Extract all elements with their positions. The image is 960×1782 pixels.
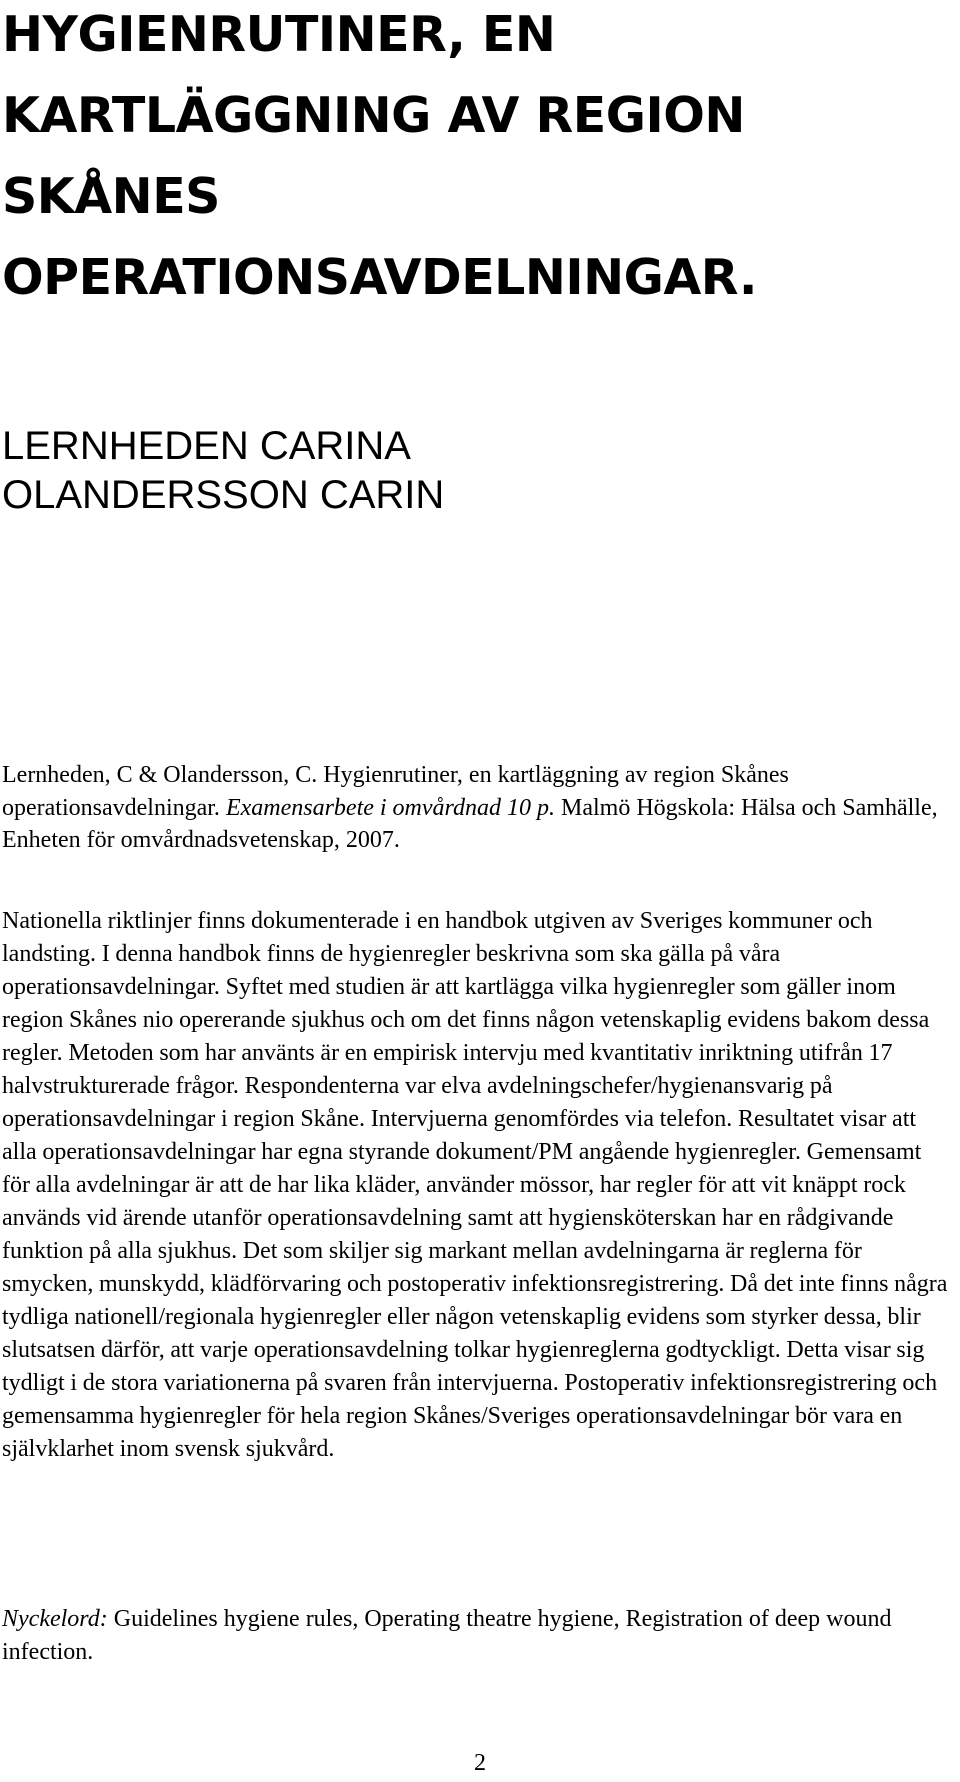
citation-text-end: Malmö Högskola: Hälsa och Samhälle, Enheten för omvårdnadsvetenskap, 2007. — [2, 794, 938, 853]
author-name: LERNHEDEN CARINA — [2, 424, 411, 468]
title-line: KARTLÄGGNING AV REGION — [2, 87, 745, 144]
citation-text: Lernheden, C & Olandersson, C. Hygienrutiner, en kartläggning av region Skånes operationsavdelningar. — [2, 762, 789, 821]
citation-italic-text: Examensarbete i omvårdnad 10 p. — [225, 794, 555, 821]
title-line: SKÅNES — [2, 168, 220, 225]
keywords-paragraph — [2, 1603, 952, 1669]
abstract-paragraph: Nationella riktlinjer finns dokumenterade i en handbok utgiven av Sveriges kommuner och landsting. I denna handbok finns de hygienregler beskrivna som ska gälla på våra operationsavdelningar. Syftet med studien är att kartlägga vilka hygienregler som gäller inom region Skånes nio opererande sjukhus och om det finns någon vetenskaplig evidens bakom dessa regler. Metoden som har använts är en empirisk intervju med kvantitativ inriktning utifrån 17 halvstrukturerade frågor. Respondenterna var elva avdelningschefer/hygienansvarig på operationsavdelningar i region Skåne. Intervjuerna genomfördes via telefon. Resultatet visar att alla operationsavdelningar har egna styrande dokument/PM angående hygienregler. Gemensamt för alla avdelningar är att de har lika kläder, använder mössor, har regler för att vit knäppt rock används vid ärende utanför operationsavdelning samt att hygiensköterskan har en rådgivande funktion på alla sjukhus. Det som skiljer sig markant mellan avdelningarna är reglerna för smycken, munskydd, klädförvaring och postoperativ infektionsregistrering. Då det inte finns några tydliga nationell/regionala hygienregler eller någon vetenskaplig evidens som styrker dessa, blir slutsatsen därför, att varje operationsavdelning tolkar hygienreglerna godtyckligt. Detta visar sig tydligt i de stora variationerna på svaren från intervjuerna. Postoperativ infektionsregistrering och gemensamma hygienregler för hela region Skånes/Sveriges operationsavdelningar bör vara en självklarhet inom svensk sjukvård. — [2, 908, 948, 1462]
title-line: HYGIENRUTINER, EN — [2, 6, 556, 63]
author-list — [2, 422, 952, 520]
citation-reference — [2, 759, 952, 857]
author-name: OLANDERSSON CARIN — [2, 473, 445, 517]
keywords-text: Guidelines hygiene rules, Operating theatre hygiene, Registration of deep wound infection. — [2, 1606, 892, 1665]
keywords-label: Nyckelord: — [2, 1606, 108, 1632]
document-title — [2, 0, 952, 318]
page-number: 2 — [474, 1750, 486, 1776]
title-line: OPERATIONSAVDELNINGAR. — [2, 249, 758, 306]
